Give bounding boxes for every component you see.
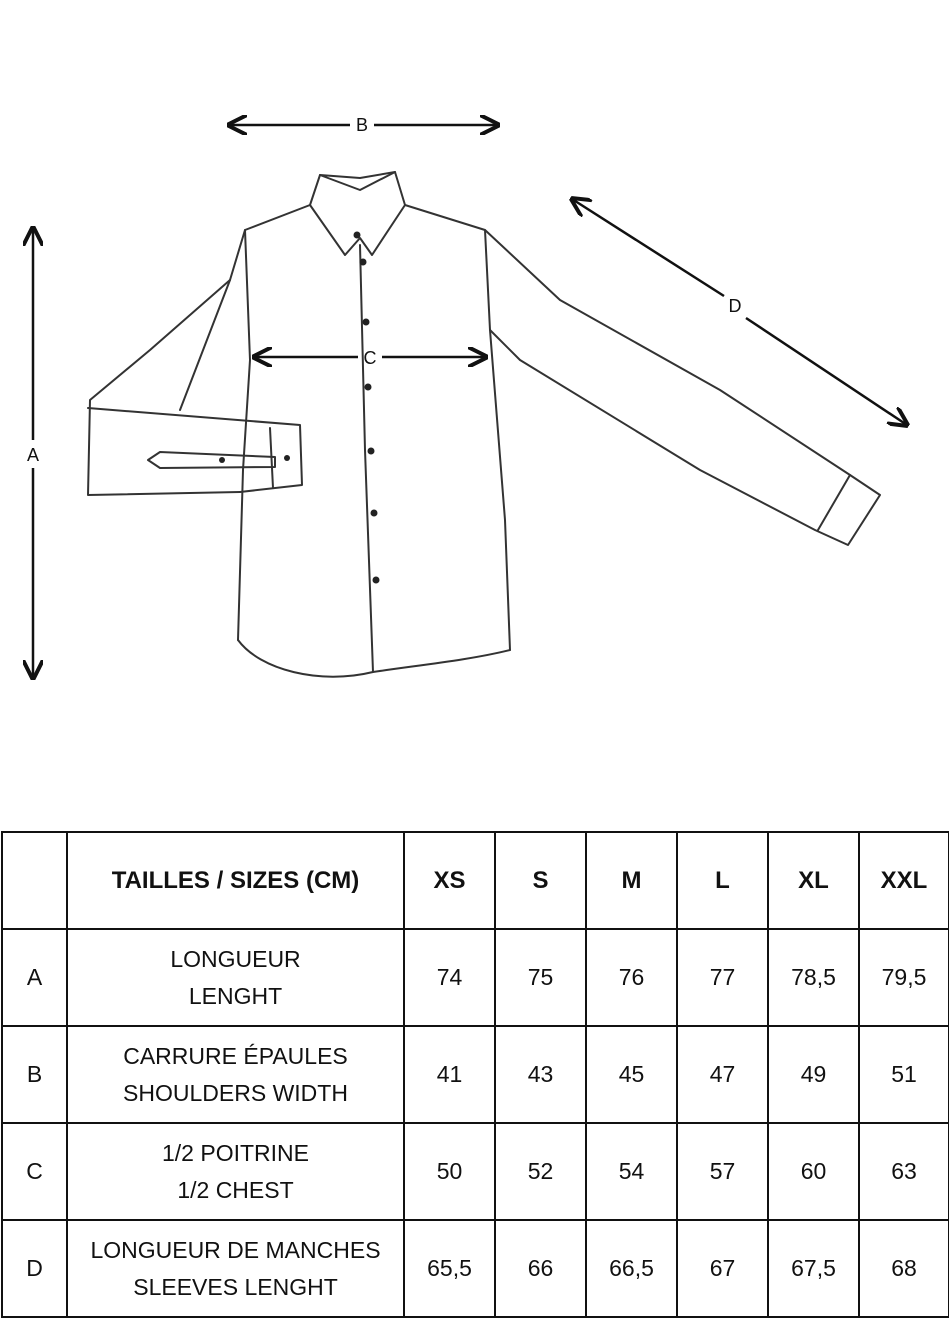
value-cell: 45 xyxy=(586,1026,677,1123)
measure-name-en: LENGHT xyxy=(188,982,283,1009)
dimension-c-label: C xyxy=(363,348,377,368)
value-cell: 67,5 xyxy=(768,1220,859,1317)
row-letter: A xyxy=(2,929,67,1026)
measure-name-cell xyxy=(67,1220,404,1317)
dimension-b-label: B xyxy=(355,115,369,135)
value-cell: 54 xyxy=(586,1123,677,1220)
header-corner-cell xyxy=(2,832,67,929)
dimension-d-label: D xyxy=(728,296,742,316)
table-header-row xyxy=(2,832,949,929)
value-cell: 79,5 xyxy=(859,929,949,1026)
header-size-m: M xyxy=(586,832,677,929)
value-cell: 77 xyxy=(677,929,768,1026)
value-cell: 66 xyxy=(495,1220,586,1317)
header-size-xs: XS xyxy=(404,832,495,929)
measure-name-fr: LONGUEUR DE MANCHES xyxy=(90,1236,381,1263)
header-size-s: S xyxy=(495,832,586,929)
header-size-xxl: XXL xyxy=(859,832,949,929)
value-cell: 66,5 xyxy=(586,1220,677,1317)
value-cell: 52 xyxy=(495,1123,586,1220)
value-cell: 65,5 xyxy=(404,1220,495,1317)
dimension-b-arrow xyxy=(229,115,498,135)
measure-name-fr: CARRURE ÉPAULES xyxy=(123,1042,348,1069)
value-cell: 68 xyxy=(859,1220,949,1317)
value-cell: 63 xyxy=(859,1123,949,1220)
table-row xyxy=(2,1123,949,1220)
value-cell: 67 xyxy=(677,1220,768,1317)
dimension-a-label: A xyxy=(26,445,40,465)
table-row xyxy=(2,929,949,1026)
value-cell: 78,5 xyxy=(768,929,859,1026)
value-cell: 51 xyxy=(859,1026,949,1123)
measure-name-cell xyxy=(67,1123,404,1220)
header-size-xl: XL xyxy=(768,832,859,929)
dimension-a-arrow xyxy=(27,228,39,678)
row-letter: D xyxy=(2,1220,67,1317)
dimension-d-arrow xyxy=(572,199,907,425)
dimension-c-arrow xyxy=(254,348,486,368)
row-letter: C xyxy=(2,1123,67,1220)
value-cell: 57 xyxy=(677,1123,768,1220)
value-cell: 41 xyxy=(404,1026,495,1123)
header-title: TAILLES / SIZES (CM) xyxy=(67,832,404,929)
shirt-buttons xyxy=(219,232,380,584)
table-row xyxy=(2,1026,949,1123)
measure-name-en: SHOULDERS WIDTH xyxy=(123,1079,348,1106)
row-letter: B xyxy=(2,1026,67,1123)
shirt-drawing xyxy=(88,172,880,677)
value-cell: 60 xyxy=(768,1123,859,1220)
value-cell: 74 xyxy=(404,929,495,1026)
value-cell: 76 xyxy=(586,929,677,1026)
header-size-l: L xyxy=(677,832,768,929)
measure-name-cell xyxy=(67,929,404,1026)
table-row xyxy=(2,1220,949,1317)
value-cell: 75 xyxy=(495,929,586,1026)
measure-name-en: SLEEVES LENGHT xyxy=(133,1273,338,1300)
value-cell: 50 xyxy=(404,1123,495,1220)
size-chart-table xyxy=(1,831,949,1318)
measure-name-fr: 1/2 POITRINE xyxy=(162,1139,309,1166)
measure-name-en: 1/2 CHEST xyxy=(177,1176,294,1203)
value-cell: 49 xyxy=(768,1026,859,1123)
measure-name-fr: LONGUEUR xyxy=(170,945,301,972)
value-cell: 43 xyxy=(495,1026,586,1123)
value-cell: 47 xyxy=(677,1026,768,1123)
measure-name-cell xyxy=(67,1026,404,1123)
